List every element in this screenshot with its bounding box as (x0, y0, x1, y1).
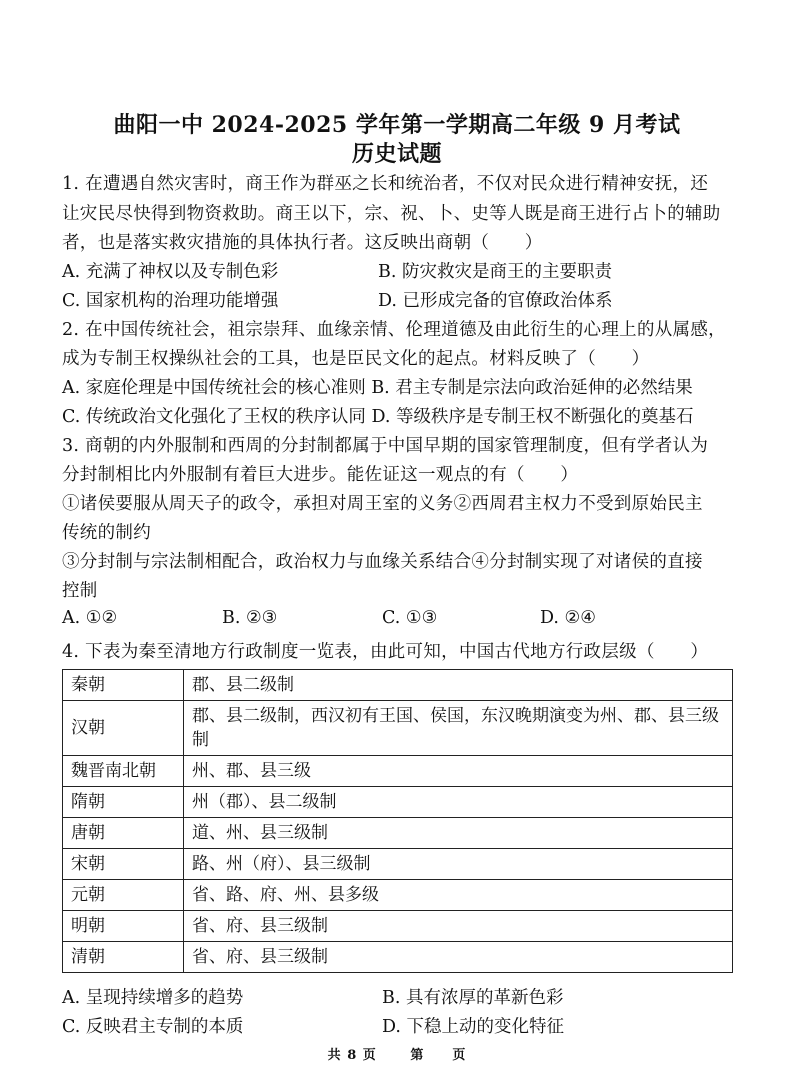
q3-line-6: 控制 (62, 581, 98, 601)
q2-options-cd: C. 传统政治文化强化了王权的秩序认同 D. 等级秩序是专制王权不断强化的奠基石 (62, 407, 694, 427)
q3-option-c: C. ①③ (382, 608, 438, 628)
dynasty-cell: 唐朝 (63, 818, 184, 849)
q2-line-1: 2. 在中国传统社会，祖宗崇拜、血缘亲情、伦理道德及由此衍生的心理上的从属感， (62, 320, 726, 340)
q4-option-c: C. 反映君主专制的本质 (62, 1017, 244, 1037)
page-footer (0, 1044, 794, 1063)
q3-line-1: 3. 商朝的内外服制和西周的分封制都属于中国早期的国家管理制度，但有学者认为 (62, 436, 709, 456)
table-row (63, 911, 733, 942)
q1-line-1: 1. 在遭遇自然灾害时，商王作为群巫之长和统治者，不仅对民众进行精神安抚，还 (62, 174, 709, 194)
q4-option-b: B. 具有浓厚的革新色彩 (382, 988, 564, 1008)
footer-total-pages: 共 8 页 (327, 1048, 377, 1063)
q3-option-a: A. ①② (62, 608, 118, 628)
dynasty-cell: 隋朝 (63, 787, 184, 818)
q3-line-4: 传统的制约 (62, 523, 151, 543)
q3-line-3: ①诸侯要服从周天子的政令，承担对周王室的义务②西周君主权力不受到原始民主 (62, 494, 703, 514)
dynasty-cell: 清朝 (63, 942, 184, 973)
dynasty-cell: 宋朝 (63, 849, 184, 880)
footer-current-page: 第 页 (410, 1048, 467, 1063)
q2-line-2: 成为专制王权操纵社会的工具，也是臣民文化的起点。材料反映了（ ） (62, 349, 650, 369)
q3-option-b: B. ②③ (222, 608, 278, 628)
q1-option-b: B. 防灾救灾是商王的主要职责 (378, 262, 612, 282)
system-cell: 路、州（府）、县三级制 (184, 849, 733, 880)
system-cell: 郡、县二级制，西汉初有王国、侯国，东汉晚期演变为州、郡、县三级制 (184, 701, 733, 756)
q3-line-2: 分封制相比内外服制有着巨大进步。能佐证这一观点的有（ ） (62, 465, 579, 485)
q3-option-d: D. ②④ (540, 608, 596, 628)
q1-line-3: 者，也是落实救灾措施的具体执行者。这反映出商朝（ ） (62, 233, 543, 253)
dynasty-cell: 元朝 (63, 880, 184, 911)
system-cell: 省、路、府、州、县多级 (184, 880, 733, 911)
exam-title: 曲阳一中 2024-2025 学年第一学期高二年级 9 月考试 (113, 112, 681, 138)
system-cell: 州（郡）、县二级制 (184, 787, 733, 818)
table-row (63, 670, 733, 701)
dynasty-admin-table (62, 669, 733, 973)
table-row (63, 942, 733, 973)
q4-option-d: D. 下稳上动的变化特征 (382, 1017, 565, 1037)
system-cell: 道、州、县三级制 (184, 818, 733, 849)
dynasty-cell: 汉朝 (63, 701, 184, 756)
exam-subtitle: 历史试题 (351, 141, 442, 167)
dynasty-cell: 秦朝 (63, 670, 184, 701)
q1-line-2: 让灾民尽快得到物资救助。商王以下，宗、祝、卜、史等人既是商王进行占卜的辅助 (62, 204, 721, 224)
system-cell: 州、郡、县三级 (184, 756, 733, 787)
system-cell: 省、府、县三级制 (184, 942, 733, 973)
dynasty-cell: 明朝 (63, 911, 184, 942)
table-row (63, 756, 733, 787)
q4-stem: 4. 下表为秦至清地方行政制度一览表，由此可知，中国古代地方行政层级（ ） (62, 642, 709, 662)
system-cell: 郡、县二级制 (184, 670, 733, 701)
table-row (63, 701, 733, 756)
q1-option-c: C. 国家机构的治理功能增强 (62, 291, 279, 311)
q4-option-a: A. 呈现持续增多的趋势 (62, 988, 244, 1008)
dynasty-cell: 魏晋南北朝 (63, 756, 184, 787)
table-row (63, 787, 733, 818)
table-row (63, 849, 733, 880)
q1-option-d: D. 已形成完备的官僚政治体系 (378, 291, 613, 311)
q1-option-a: A. 充满了神权以及专制色彩 (62, 262, 279, 282)
q2-options-ab: A. 家庭伦理是中国传统社会的核心准则 B. 君主专制是宗法向政治延伸的必然结果 (62, 378, 693, 398)
table-row (63, 818, 733, 849)
table-row (63, 880, 733, 911)
system-cell: 省、府、县三级制 (184, 911, 733, 942)
q3-line-5: ③分封制与宗法制相配合，政治权力与血缘关系结合④分封制实现了对诸侯的直接 (62, 552, 703, 572)
